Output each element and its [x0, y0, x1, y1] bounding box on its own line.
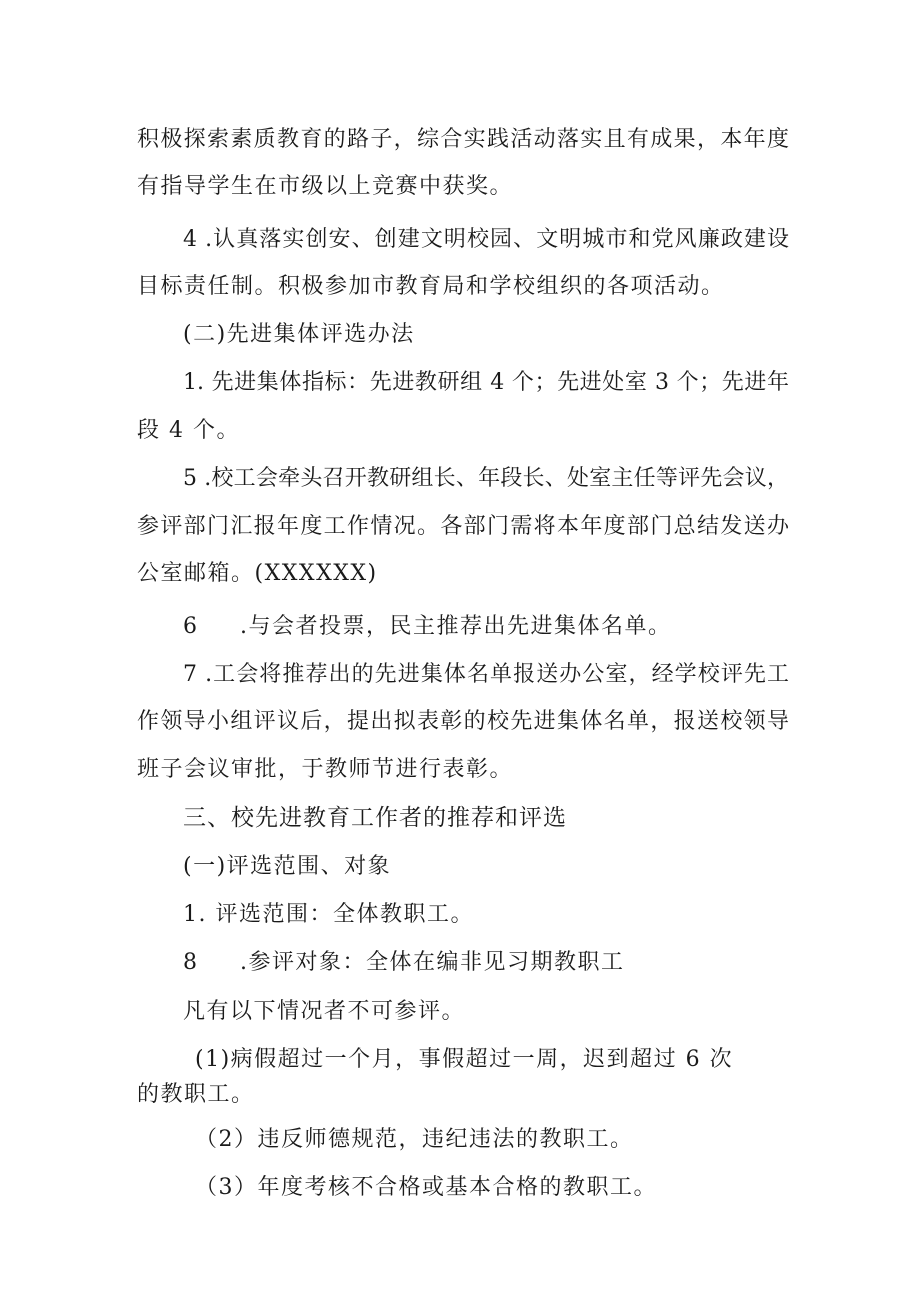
list-item-continuation: 的教职工。: [137, 1082, 255, 1107]
paragraph-line: 5 .校工会牵头召开教研组长、年段长、处室主任等评先会议，: [183, 466, 789, 491]
paragraph-line: 作领导小组评议后，提出拟表彰的校先进集体名单，报送校领导: [137, 709, 789, 734]
paragraph-line: 班子会议审批，于教师节进行表彰。: [137, 757, 514, 782]
list-number: 6: [183, 614, 199, 639]
list-number: 8: [183, 950, 199, 975]
section-subheading: (二)先进集体评选办法: [183, 322, 415, 347]
paragraph-line: 1. 先进集体指标：先进教研组 4 个；先进处室 3 个；先进年: [183, 370, 789, 395]
section-heading: 三、校先进教育工作者的推荐和评选: [183, 805, 567, 831]
paragraph-line: 段 4 个。: [137, 418, 240, 443]
paragraph-line: 公室邮箱。(XXXXXX): [137, 561, 378, 586]
paragraph-line: 1. 评选范围：全体教职工。: [183, 902, 474, 927]
paragraph-line: .与会者投票，民主推荐出先进集体名单。: [240, 614, 672, 639]
paragraph-line: .参评对象：全体在编非见习期教职工: [240, 950, 625, 975]
list-item: (1)病假超过一个月，事假超过一周，迟到超过 6 次: [195, 1047, 734, 1072]
paragraph-line: 积极探索素质教育的路子，综合实践活动落实且有成果，本年度: [137, 127, 789, 152]
paragraph-line: 有指导学生在市级以上竞赛中获奖。: [137, 174, 514, 199]
paragraph-line: 4 .认真落实创安、创建文明校园、文明城市和党风廉政建设: [183, 227, 789, 252]
paragraph-line: 参评部门汇报年度工作情况。各部门需将本年度部门总结发送办: [137, 514, 789, 539]
paragraph-line: 凡有以下情况者不可参评。: [183, 999, 466, 1024]
section-subheading: (一)评选范围、对象: [183, 854, 392, 879]
paragraph-line: 目标责任制。积极参加市教育局和学校组织的各项活动。: [137, 274, 725, 299]
list-item: （2）违反师德规范，违纪违法的教职工。: [195, 1127, 634, 1152]
list-item: （3）年度考核不合格或基本合格的教职工。: [195, 1175, 657, 1200]
paragraph-line: 7 .工会将推荐出的先进集体名单报送办公室，经学校评先工: [183, 662, 789, 687]
